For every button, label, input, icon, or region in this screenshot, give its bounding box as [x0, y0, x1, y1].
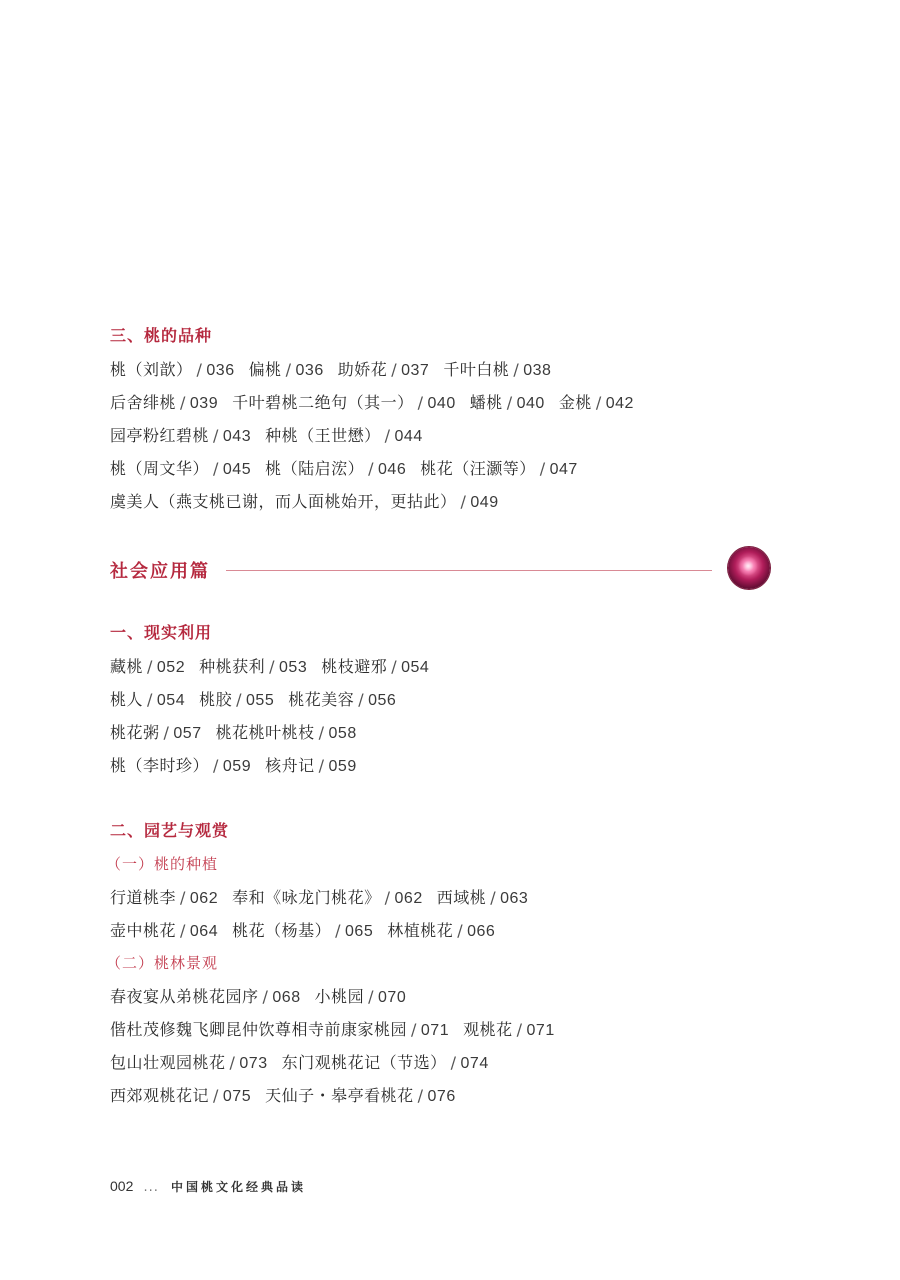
entry-title: 桃花（汪灏等）	[420, 459, 536, 478]
entry-page-number: 046	[378, 461, 407, 478]
entry-page-number: 039	[189, 395, 219, 412]
entry-page-number: 058	[328, 725, 357, 742]
toc-entry[interactable]	[110, 914, 218, 948]
entry-separator: /	[236, 690, 243, 709]
toc-line	[110, 980, 790, 1013]
entry-page-number: 053	[279, 659, 308, 676]
entry-page-number: 049	[470, 494, 499, 511]
entry-page-number: 054	[401, 659, 430, 676]
entry-separator: /	[513, 360, 520, 379]
toc-section-varieties	[110, 325, 790, 518]
entry-separator: /	[417, 393, 424, 412]
entry-title: 行道桃李	[110, 888, 177, 907]
toc-entry[interactable]	[216, 716, 357, 750]
entry-separator: /	[539, 459, 546, 478]
entry-title: 观桃花	[463, 1020, 513, 1039]
entry-separator: /	[368, 459, 375, 478]
entry-title: 园亭粉红碧桃	[110, 426, 210, 445]
toc-entry[interactable]	[232, 386, 456, 420]
entry-separator: /	[595, 393, 602, 412]
toc-entry[interactable]	[110, 452, 251, 486]
entry-page-number: 071	[420, 1022, 450, 1039]
part-title: 社会应用篇	[110, 561, 210, 582]
section-heading: 一、现实利用	[110, 623, 213, 642]
toc-line	[110, 881, 790, 914]
entry-title: 奉和《咏龙门桃花》	[232, 888, 381, 907]
entry-title: 虞美人（燕支桃已谢，而人面桃始开，更拈此）	[110, 492, 457, 511]
toc-entry[interactable]	[110, 980, 301, 1014]
toc-line	[110, 683, 790, 716]
entry-separator: /	[147, 690, 153, 709]
toc-entry[interactable]	[265, 452, 406, 486]
entry-title: 壶中桃花	[110, 921, 177, 940]
entry-page-number: 040	[516, 395, 545, 412]
entry-separator: /	[450, 1053, 457, 1072]
toc-entry[interactable]	[110, 650, 185, 684]
book-title: 中国桃文化经典品读	[171, 1180, 307, 1194]
toc-entry[interactable]	[232, 881, 423, 915]
entry-separator: /	[213, 459, 219, 478]
entry-page-number: 070	[378, 989, 407, 1006]
entry-title: 林植桃花	[387, 921, 454, 940]
entry-title: 桃枝避邪	[321, 657, 388, 676]
entry-separator: /	[213, 1086, 219, 1105]
page-number: 002	[110, 1178, 134, 1194]
toc-line	[110, 1013, 790, 1046]
entry-separator: /	[213, 756, 219, 775]
entry-title: 桃人	[110, 690, 144, 709]
entry-page-number: 037	[401, 362, 430, 379]
entry-title: 桃（周文华）	[110, 459, 210, 478]
entry-separator: /	[506, 393, 513, 412]
entry-page-number: 063	[500, 890, 529, 907]
entry-title: 蟠桃	[469, 393, 503, 412]
entry-page-number: 062	[189, 890, 219, 907]
toc-entry[interactable]	[110, 386, 218, 420]
toc-entry[interactable]	[338, 353, 430, 387]
entry-title: 天仙子・皋亭看桃花	[265, 1086, 414, 1105]
toc-entry[interactable]	[199, 683, 274, 717]
toc-entry[interactable]	[110, 716, 202, 750]
section-heading: 二、园艺与观赏	[110, 821, 230, 840]
entry-page-number: 075	[222, 1088, 252, 1105]
footer-dots: ...	[143, 1180, 159, 1195]
entry-title: 金桃	[558, 393, 592, 412]
toc-section-horticulture	[106, 820, 790, 1112]
entry-page-number: 073	[239, 1055, 268, 1072]
entry-title: 助娇花	[337, 360, 388, 379]
entry-separator: /	[229, 1053, 236, 1072]
entry-separator: /	[147, 657, 153, 676]
entry-title: 种桃获利	[199, 657, 266, 676]
entry-separator: /	[285, 360, 292, 379]
entry-page-number: 062	[394, 890, 423, 907]
subsection-heading-landscape: （二）桃林景观	[106, 954, 219, 972]
entry-page-number: 059	[222, 758, 252, 775]
entry-page-number: 044	[394, 428, 423, 445]
entry-separator: /	[262, 987, 269, 1006]
entry-title: 偕杜茂修魏飞卿昆仲饮尊相寺前康家桃园	[110, 1020, 408, 1039]
toc-entry[interactable]	[249, 353, 324, 387]
section-heading: 三、桃的品种	[110, 326, 213, 345]
page-footer	[110, 1178, 306, 1195]
entry-page-number: 059	[328, 758, 357, 775]
entry-separator: /	[180, 921, 186, 940]
entry-separator: /	[318, 723, 325, 742]
entry-page-number: 065	[345, 923, 374, 940]
toc-section-practical-use	[110, 622, 790, 782]
entry-separator: /	[318, 756, 325, 775]
entry-separator: /	[460, 492, 467, 511]
entry-page-number: 038	[523, 362, 552, 379]
entry-title: 小桃园	[314, 987, 365, 1006]
entry-page-number: 036	[206, 362, 235, 379]
entry-page-number: 042	[605, 395, 634, 412]
entry-separator: /	[391, 360, 398, 379]
entry-separator: /	[180, 393, 186, 412]
toc-line	[110, 1079, 790, 1112]
toc-line	[110, 914, 790, 947]
entry-separator: /	[457, 921, 464, 940]
toc-entry[interactable]	[288, 683, 396, 717]
entry-separator: /	[335, 921, 342, 940]
toc-entry[interactable]	[199, 650, 307, 684]
entry-title: 桃花粥	[110, 723, 160, 742]
toc-entry[interactable]	[470, 386, 545, 420]
entry-title: 种桃（王世懋）	[265, 426, 381, 445]
toc-line	[110, 452, 790, 485]
entry-title: 桃（李时珍）	[110, 756, 210, 775]
toc-lines	[110, 881, 790, 947]
toc-entry[interactable]	[443, 353, 551, 387]
entry-separator: /	[516, 1020, 523, 1039]
toc-entry[interactable]	[265, 749, 357, 783]
entry-separator: /	[490, 888, 497, 907]
entry-separator: /	[358, 690, 365, 709]
entry-title: 桃胶	[199, 690, 233, 709]
entry-page-number: 076	[427, 1088, 456, 1105]
toc-lines	[110, 353, 790, 518]
toc-entry[interactable]	[437, 881, 529, 915]
entry-page-number: 056	[368, 692, 397, 709]
entry-title: 桃（陆启浤）	[265, 459, 365, 478]
entry-page-number: 036	[295, 362, 324, 379]
entry-separator: /	[384, 888, 391, 907]
toc-lines	[110, 650, 790, 782]
entry-separator: /	[196, 360, 203, 379]
entry-title: 春夜宴从弟桃花园序	[110, 987, 259, 1006]
entry-page-number: 040	[427, 395, 456, 412]
entry-page-number: 066	[467, 923, 496, 940]
entry-separator: /	[411, 1020, 417, 1039]
entry-page-number: 052	[156, 659, 186, 676]
entry-page-number: 047	[549, 461, 578, 478]
entry-separator: /	[163, 723, 170, 742]
part-heading	[110, 553, 775, 589]
entry-title: 西郊观桃花记	[110, 1086, 210, 1105]
toc-line	[110, 1046, 790, 1079]
toc-entry[interactable]	[321, 650, 429, 684]
entry-page-number: 064	[189, 923, 219, 940]
toc-entry[interactable]	[110, 749, 251, 783]
subsection-heading-planting: （一）桃的种植	[106, 855, 219, 873]
entry-separator: /	[391, 657, 398, 676]
entry-title: 西域桃	[436, 888, 487, 907]
part-divider-rule	[226, 570, 712, 571]
toc-line	[110, 716, 790, 749]
entry-title: 桃（刘歆）	[110, 360, 193, 379]
entry-separator: /	[417, 1086, 424, 1105]
toc-entry[interactable]	[315, 980, 407, 1014]
toc-entry[interactable]	[110, 683, 185, 717]
entry-title: 千叶碧桃二绝句（其一）	[232, 393, 414, 412]
toc-line	[110, 749, 790, 782]
toc-line	[110, 386, 790, 419]
entry-title: 桃花（杨基）	[232, 921, 332, 940]
toc-entry[interactable]	[110, 1013, 449, 1047]
toc-entry[interactable]	[463, 1013, 555, 1047]
entry-title: 千叶白桃	[443, 360, 510, 379]
toc-entry[interactable]	[110, 419, 251, 453]
toc-line	[110, 353, 790, 386]
toc-entry[interactable]	[282, 1046, 489, 1080]
toc-line	[110, 650, 790, 683]
entry-page-number: 055	[246, 692, 275, 709]
toc-entry[interactable]	[110, 485, 499, 519]
entry-separator: /	[180, 888, 186, 907]
toc-entry[interactable]	[265, 1079, 456, 1113]
entry-title: 桃花桃叶桃枝	[215, 723, 315, 742]
entry-separator: /	[213, 426, 219, 445]
toc-entry[interactable]	[110, 881, 218, 915]
entry-separator: /	[368, 987, 375, 1006]
peach-blossom-emblem-icon	[728, 547, 770, 589]
toc-entry[interactable]	[559, 386, 634, 420]
toc-entry[interactable]	[110, 353, 235, 387]
entry-page-number: 043	[222, 428, 252, 445]
entry-page-number: 071	[526, 1022, 555, 1039]
toc-line	[110, 485, 790, 518]
entry-title: 东门观桃花记（节选）	[281, 1053, 447, 1072]
entry-title: 桃花美容	[288, 690, 355, 709]
toc-entry[interactable]	[110, 1079, 251, 1113]
entry-title: 偏桃	[248, 360, 282, 379]
entry-page-number: 068	[272, 989, 301, 1006]
entry-separator: /	[384, 426, 391, 445]
entry-title: 包山壮观园桃花	[110, 1053, 226, 1072]
toc-entry[interactable]	[265, 419, 423, 453]
toc-line	[110, 419, 790, 452]
toc-entry[interactable]	[387, 914, 495, 948]
entry-title: 核舟记	[265, 756, 315, 775]
entry-title: 后舍绯桃	[110, 393, 177, 412]
entry-page-number: 054	[156, 692, 186, 709]
toc-lines	[110, 980, 790, 1112]
entry-page-number: 074	[460, 1055, 489, 1072]
entry-page-number: 045	[222, 461, 252, 478]
toc-entry[interactable]	[420, 452, 578, 486]
entry-separator: /	[269, 657, 276, 676]
entry-title: 藏桃	[110, 657, 144, 676]
toc-entry[interactable]	[232, 914, 373, 948]
toc-entry[interactable]	[110, 1046, 268, 1080]
entry-page-number: 057	[173, 725, 202, 742]
